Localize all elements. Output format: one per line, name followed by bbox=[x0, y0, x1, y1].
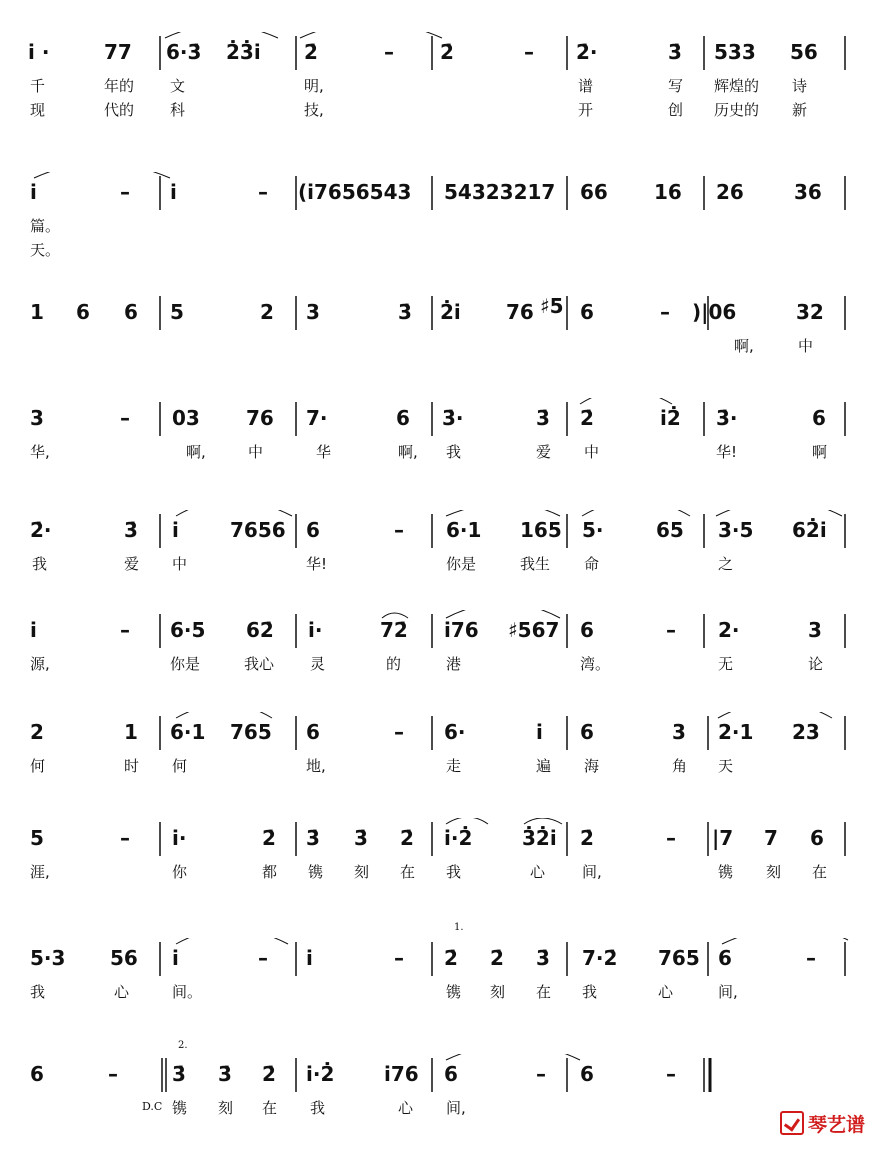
note: 3̇· bbox=[442, 406, 464, 430]
note: 03 bbox=[172, 406, 200, 430]
note: 6 bbox=[580, 618, 594, 642]
note: 72̇ bbox=[380, 618, 408, 642]
score-system-4 bbox=[0, 398, 871, 502]
note: – bbox=[120, 618, 130, 642]
lyric: 我 bbox=[32, 555, 48, 573]
note: – bbox=[120, 826, 130, 850]
note: 62̇ bbox=[246, 618, 274, 642]
note: 6 bbox=[124, 300, 138, 324]
lyric: 新 bbox=[792, 101, 808, 119]
lyric: 镌 bbox=[172, 1099, 188, 1117]
lyric: 开 bbox=[578, 101, 594, 119]
lyric: 间, bbox=[446, 1099, 466, 1117]
note: 2̇ bbox=[580, 826, 594, 850]
note: i· bbox=[308, 618, 323, 642]
note: – bbox=[666, 826, 676, 850]
lyric: 之 bbox=[718, 555, 734, 573]
lyric: 年的 bbox=[104, 77, 135, 95]
note: 6 bbox=[810, 826, 824, 850]
note: i bbox=[536, 720, 543, 744]
lyric: 中 bbox=[584, 443, 600, 461]
lyric: 地, bbox=[306, 757, 326, 775]
note: 6 bbox=[444, 1062, 458, 1086]
note: 66 bbox=[580, 180, 608, 204]
note: 3 bbox=[672, 720, 686, 744]
lyric: 镌 bbox=[308, 863, 324, 881]
lyric: 我心 bbox=[244, 655, 275, 673]
lyric: 何 bbox=[30, 757, 46, 775]
lyric: 港 bbox=[446, 655, 462, 673]
lyric: 刻 bbox=[218, 1099, 234, 1117]
volta-2: 2. bbox=[178, 1040, 188, 1051]
score-system-1 bbox=[0, 32, 871, 136]
lyric: 你 bbox=[172, 863, 188, 881]
note: 6 bbox=[306, 518, 320, 542]
site-logo bbox=[780, 1110, 865, 1137]
note: 6 bbox=[30, 1062, 44, 1086]
lyric: 涯, bbox=[30, 863, 50, 881]
note: 6 bbox=[580, 300, 594, 324]
lyric: 遍 bbox=[536, 757, 552, 775]
lyric: 现 bbox=[30, 101, 46, 119]
note: 3 bbox=[30, 406, 44, 430]
note: 6·1 bbox=[446, 518, 482, 542]
lyric: 心 bbox=[658, 983, 674, 1001]
note: (i7656543 bbox=[298, 180, 412, 204]
score-system-10 bbox=[0, 1040, 871, 1158]
logo-text: 琴艺谱 bbox=[807, 1114, 865, 1136]
note: – bbox=[806, 946, 816, 970]
lyric: 你是 bbox=[446, 555, 477, 573]
score-system-3 bbox=[0, 292, 871, 396]
lyric: 间。 bbox=[172, 983, 203, 1001]
note: 6 bbox=[580, 720, 594, 744]
lyric: 镌 bbox=[446, 983, 462, 1001]
lyric: 镌 bbox=[718, 863, 734, 881]
note: 3̇ bbox=[536, 946, 550, 970]
note: 2 bbox=[260, 300, 274, 324]
lyric: 命 bbox=[584, 555, 600, 573]
note: 2̇i bbox=[440, 300, 461, 324]
lyric: 我 bbox=[30, 983, 46, 1001]
note: 1 bbox=[30, 300, 44, 324]
lyric: 华! bbox=[716, 443, 738, 461]
lyric: 时 bbox=[124, 757, 140, 775]
note: – bbox=[258, 946, 268, 970]
note: 3̇ bbox=[124, 518, 138, 542]
note: 7·2̇ bbox=[582, 946, 618, 970]
note: 6·5 bbox=[170, 618, 206, 642]
note: – bbox=[384, 40, 394, 64]
lyric: 技, bbox=[304, 101, 324, 119]
lyric: 心 bbox=[114, 983, 130, 1001]
volta-1: 1. bbox=[454, 922, 464, 933]
note: 6 bbox=[580, 1062, 594, 1086]
note: 76 bbox=[246, 406, 274, 430]
note: i bbox=[306, 946, 313, 970]
lyric: 我 bbox=[582, 983, 598, 1001]
note: 6 bbox=[396, 406, 410, 430]
note: 7656 bbox=[230, 518, 286, 542]
note: 2·1 bbox=[718, 720, 754, 744]
note: 3̇2̇i bbox=[522, 826, 557, 850]
score-system-9 bbox=[0, 922, 871, 1042]
note: 1 bbox=[124, 720, 138, 744]
lyric: 诗 bbox=[792, 77, 808, 95]
note: i·2̇ bbox=[306, 1062, 335, 1086]
note: 6·1 bbox=[170, 720, 206, 744]
lyric: 走 bbox=[446, 757, 462, 775]
note: 2̇ bbox=[444, 946, 458, 970]
note: 3̇ bbox=[354, 826, 368, 850]
lyric: 辉煌的 bbox=[714, 77, 760, 95]
note: 6· bbox=[444, 720, 466, 744]
note: 62̇i bbox=[792, 518, 827, 542]
note: i bbox=[170, 180, 177, 204]
note: i bbox=[172, 946, 179, 970]
note: 3̇ bbox=[218, 1062, 232, 1086]
note: – bbox=[394, 720, 404, 744]
lyric: 代的 bbox=[104, 101, 135, 119]
lyric: 啊, bbox=[398, 443, 418, 461]
lyric: 你是 bbox=[170, 655, 201, 673]
lyric: 间, bbox=[582, 863, 602, 881]
score-system-5 bbox=[0, 510, 871, 614]
note: 3̇ bbox=[306, 826, 320, 850]
note: – bbox=[536, 1062, 546, 1086]
lyric: 心 bbox=[398, 1099, 414, 1117]
lyric: 在 bbox=[536, 983, 552, 1001]
dc-mark: D.C bbox=[142, 1100, 163, 1113]
lyric: 千 bbox=[30, 77, 46, 95]
note: i bbox=[30, 618, 37, 642]
note: 3̇· bbox=[716, 406, 738, 430]
score-system-2 bbox=[0, 172, 871, 276]
lyric: 啊, bbox=[186, 443, 206, 461]
note: 2̇ bbox=[400, 826, 414, 850]
note: – bbox=[660, 300, 670, 324]
note: 3̇ bbox=[668, 40, 682, 64]
lyric: 我 bbox=[446, 863, 462, 881]
note: 6 bbox=[76, 300, 90, 324]
note: 3̇ bbox=[398, 300, 412, 324]
lyric: 中 bbox=[248, 443, 264, 461]
note: – bbox=[666, 1062, 676, 1086]
note: 5·3 bbox=[30, 946, 66, 970]
lyric: 历史的 bbox=[714, 101, 760, 119]
note: 3̇ bbox=[172, 1062, 186, 1086]
note: – bbox=[666, 618, 676, 642]
lyric: 明, bbox=[304, 77, 324, 95]
lyric: 我生 bbox=[520, 555, 551, 573]
lyric: 啊 bbox=[812, 443, 828, 461]
note: 65 bbox=[656, 518, 684, 542]
note: 23 bbox=[792, 720, 820, 744]
note: 54323217 bbox=[444, 180, 556, 204]
lyric: 在 bbox=[812, 863, 828, 881]
note: 76 bbox=[506, 300, 534, 324]
note: 533 bbox=[714, 40, 756, 64]
note: – bbox=[120, 180, 130, 204]
lyric: 我 bbox=[446, 443, 462, 461]
note: i bbox=[172, 518, 179, 542]
score-system-8 bbox=[0, 818, 871, 922]
note: 5 bbox=[30, 826, 44, 850]
lyric: 角 bbox=[672, 757, 688, 775]
lyric: 在 bbox=[400, 863, 416, 881]
lyric: 华 bbox=[316, 443, 332, 461]
lyric: 天。 bbox=[30, 241, 61, 259]
lyric: 华, bbox=[30, 443, 50, 461]
lyric: 灵 bbox=[310, 655, 326, 673]
note: 7 bbox=[764, 826, 778, 850]
lyric: 华! bbox=[306, 555, 328, 573]
note: 165 bbox=[520, 518, 562, 542]
note: i·2̇ bbox=[444, 826, 473, 850]
lyric: 刻 bbox=[490, 983, 506, 1001]
note: ♯5 bbox=[540, 294, 564, 318]
note: – bbox=[524, 40, 534, 64]
lyric: 天 bbox=[718, 757, 734, 775]
note: 6 bbox=[718, 946, 732, 970]
note: – bbox=[258, 180, 268, 204]
note: 26 bbox=[716, 180, 744, 204]
note: 3·5 bbox=[718, 518, 754, 542]
lyric: 爱 bbox=[124, 555, 140, 573]
note: |7 bbox=[712, 826, 734, 850]
lyric: 中 bbox=[172, 555, 188, 573]
note: 3̇ bbox=[536, 406, 550, 430]
lyric: 论 bbox=[808, 655, 824, 673]
lyric: 中 bbox=[798, 337, 814, 355]
lyric: 源, bbox=[30, 655, 50, 673]
note: 2̇ bbox=[304, 40, 318, 64]
note: 56 bbox=[790, 40, 818, 64]
lyric: 创 bbox=[668, 101, 684, 119]
note: 2̇ bbox=[262, 826, 276, 850]
score-system-7 bbox=[0, 712, 871, 816]
score-system-6 bbox=[0, 610, 871, 714]
note: 2̇3̇i bbox=[226, 40, 261, 64]
note: 3 bbox=[808, 618, 822, 642]
lyric: 湾。 bbox=[580, 655, 611, 673]
lyric: 啊, bbox=[734, 337, 754, 355]
note: 56 bbox=[110, 946, 138, 970]
note: 765 bbox=[230, 720, 272, 744]
note: i bbox=[30, 180, 37, 204]
lyric: 在 bbox=[262, 1099, 278, 1117]
lyric: 写 bbox=[668, 77, 684, 95]
note: – bbox=[394, 518, 404, 542]
note: 2· bbox=[718, 618, 740, 642]
logo-icon bbox=[780, 1111, 804, 1135]
lyric: 的 bbox=[386, 655, 402, 673]
note: 2̇ bbox=[490, 946, 504, 970]
note: 6 bbox=[306, 720, 320, 744]
note: i2̇ bbox=[660, 406, 681, 430]
lyric: 刻 bbox=[766, 863, 782, 881]
note: )|06 bbox=[692, 300, 737, 324]
note: 77 bbox=[104, 40, 132, 64]
lyric: 爱 bbox=[536, 443, 552, 461]
note: – bbox=[394, 946, 404, 970]
note: 765 bbox=[658, 946, 700, 970]
note: 3 bbox=[306, 300, 320, 324]
note: i76 bbox=[384, 1062, 419, 1086]
note: ♯567 bbox=[508, 618, 560, 642]
note: i76 bbox=[444, 618, 479, 642]
note: 36 bbox=[794, 180, 822, 204]
lyric: 文 bbox=[170, 77, 186, 95]
lyric: 刻 bbox=[354, 863, 370, 881]
lyric: 心 bbox=[530, 863, 546, 881]
lyric: 篇。 bbox=[30, 217, 61, 235]
lyric: 何 bbox=[172, 757, 188, 775]
note: 5 bbox=[170, 300, 184, 324]
lyric: 谱 bbox=[578, 77, 594, 95]
note: 2 bbox=[30, 720, 44, 744]
note: – bbox=[120, 406, 130, 430]
lyric: 我 bbox=[310, 1099, 326, 1117]
note: 2̇ bbox=[262, 1062, 276, 1086]
note: i · bbox=[28, 40, 50, 64]
note: 5· bbox=[582, 518, 604, 542]
note: 7· bbox=[306, 406, 328, 430]
note: – bbox=[108, 1062, 118, 1086]
note: 6·3̇ bbox=[166, 40, 202, 64]
note: 2̇ bbox=[440, 40, 454, 64]
note: 2̇ bbox=[580, 406, 594, 430]
note: i· bbox=[172, 826, 187, 850]
note: 32 bbox=[796, 300, 824, 324]
lyric: 科 bbox=[170, 101, 186, 119]
lyric: 间, bbox=[718, 983, 738, 1001]
note: 2̇· bbox=[576, 40, 598, 64]
lyric: 都 bbox=[262, 863, 278, 881]
lyric: 无 bbox=[718, 655, 734, 673]
note: 16 bbox=[654, 180, 682, 204]
note: 2̇· bbox=[30, 518, 52, 542]
lyric: 海 bbox=[584, 757, 600, 775]
note: 6 bbox=[812, 406, 826, 430]
